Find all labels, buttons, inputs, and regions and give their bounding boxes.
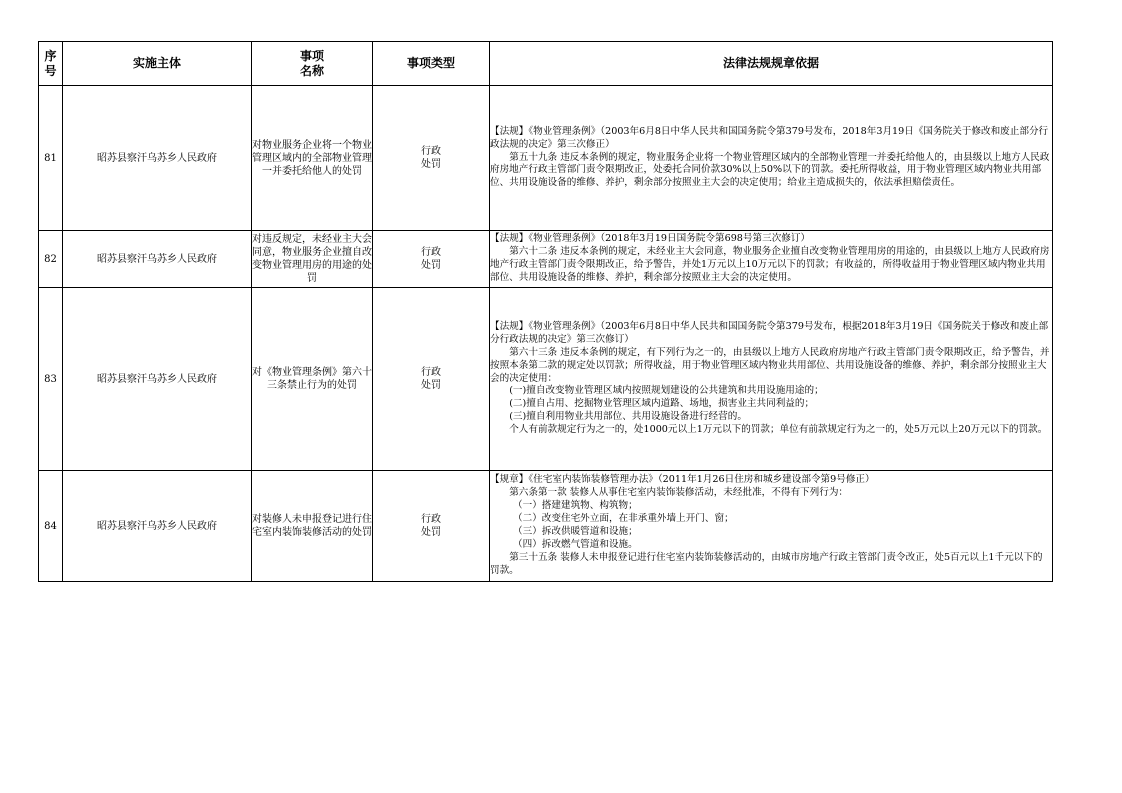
row-no: 84 <box>39 471 63 582</box>
row-legal-basis: 【法规】《物业管理条例》（2018年3月19日国务院令第698号第三次修订） 第六十二条 违反本条例的规定，未经业主大会同意，物业服务企业擅自改变物业管理用房的用途的，由县级以上地方人民政府房地产行政主管部门责令限期改正，给予警告，并处1万元以上10万元以下的罚款；有收益的，所得收益用于物业管理区域内物业共用部位、共用设施设备的维修、养护，剩余部分按照业主大会的决定使用。 <box>490 231 1053 288</box>
header-name: 事项 名称 <box>252 42 373 86</box>
row-item-name: 对《物业管理条例》第六十三条禁止行为的处罚 <box>252 288 373 471</box>
row-no: 81 <box>39 86 63 231</box>
header-type: 事项类型 <box>373 42 490 86</box>
header-subject: 实施主体 <box>63 42 252 86</box>
row-legal-basis: 【法规】《物业管理条例》（2003年6月8日中华人民共和国国务院令第379号发布，2018年3月19日《国务院关于修改和废止部分行政法规的决定》第三次修正） 第五十九条 违反本条例的规定，物业服务企业将一个物业管理区域内的全部物业管理一并委托给他人的，由县级以上地方人民政府房地产行政主管部门责令限期改正，处委托合同价款30%以上50%以下的罚款。委托所得收益，用于物业管理区域内物业共用部位、共用设施设备的维修、养护，剩余部分按照业主大会的决定使用；给业主造成损失的，依法承担赔偿责任。 <box>490 86 1053 231</box>
row-item-name: 对物业服务企业将一个物业管理区域内的全部物业管理一并委托给他人的处罚 <box>252 86 373 231</box>
row-item-type: 行政 处罚 <box>373 231 490 288</box>
table-row <box>39 231 1053 288</box>
table-row <box>39 471 1053 582</box>
row-subject: 昭苏县察汗乌苏乡人民政府 <box>63 471 252 582</box>
row-subject: 昭苏县察汗乌苏乡人民政府 <box>63 231 252 288</box>
table-row <box>39 288 1053 471</box>
header-basis: 法律法规规章依据 <box>490 42 1053 86</box>
enforcement-table <box>38 41 1053 582</box>
row-item-type: 行政 处罚 <box>373 471 490 582</box>
row-item-type: 行政 处罚 <box>373 288 490 471</box>
table-row <box>39 86 1053 231</box>
header-row <box>39 42 1053 86</box>
row-item-name: 对装修人未申报登记进行住宅室内装饰装修活动的处罚 <box>252 471 373 582</box>
header-no: 序 号 <box>39 42 63 86</box>
row-no: 82 <box>39 231 63 288</box>
row-legal-basis: 【法规】《物业管理条例》（2003年6月8日中华人民共和国国务院令第379号发布，根据2018年3月19日《国务院关于修改和废止部分行政法规的决定》第三次修订） 第六十三条 违反本条例的规定，有下列行为之一的，由县级以上地方人民政府房地产行政主管部门责令限期改正，给予警告，并按照本条第二款的规定处以罚款；所得收益，用于物业管理区域内物业共用部位、共用设施设备的维修、养护，剩余部分按照业主大会的决定使用： (一)擅自改变物业管理区域内按照规划建设的公共建筑和共用设施用途的； (二)擅自占用、挖掘物业管理区域内道路、场地，损害业主共同利益的； (三)擅自利用物业共用部位、共用设施设备进行经营的。 个人有前款规定行为之一的，处1000元以上1万元以下的罚款；单位有前款规定行为之一的，处5万元以上20万元以下的罚款。 <box>490 288 1053 471</box>
row-subject: 昭苏县察汗乌苏乡人民政府 <box>63 86 252 231</box>
row-item-type: 行政 处罚 <box>373 86 490 231</box>
row-subject: 昭苏县察汗乌苏乡人民政府 <box>63 288 252 471</box>
row-legal-basis: 【规章】《住宅室内装饰装修管理办法》（2011年1月26日住房和城乡建设部令第9号修正） 第六条第一款 装修人从事住宅室内装饰装修活动，未经批准，不得有下列行为： （一）搭建建筑物、构筑物； （二）改变住宅外立面，在非承重外墙上开门、窗； （三）拆改供暖管道和设施； （四）拆改燃气管道和设施。 第三十五条 装修人未申报登记进行住宅室内装饰装修活动的，由城市房地产行政主管部门责令改正，处5百元以上1千元以下的罚款。 <box>490 471 1053 582</box>
row-no: 83 <box>39 288 63 471</box>
row-item-name: 对违反规定，未经业主大会同意，物业服务企业擅自改变物业管理用房的用途的处罚 <box>252 231 373 288</box>
